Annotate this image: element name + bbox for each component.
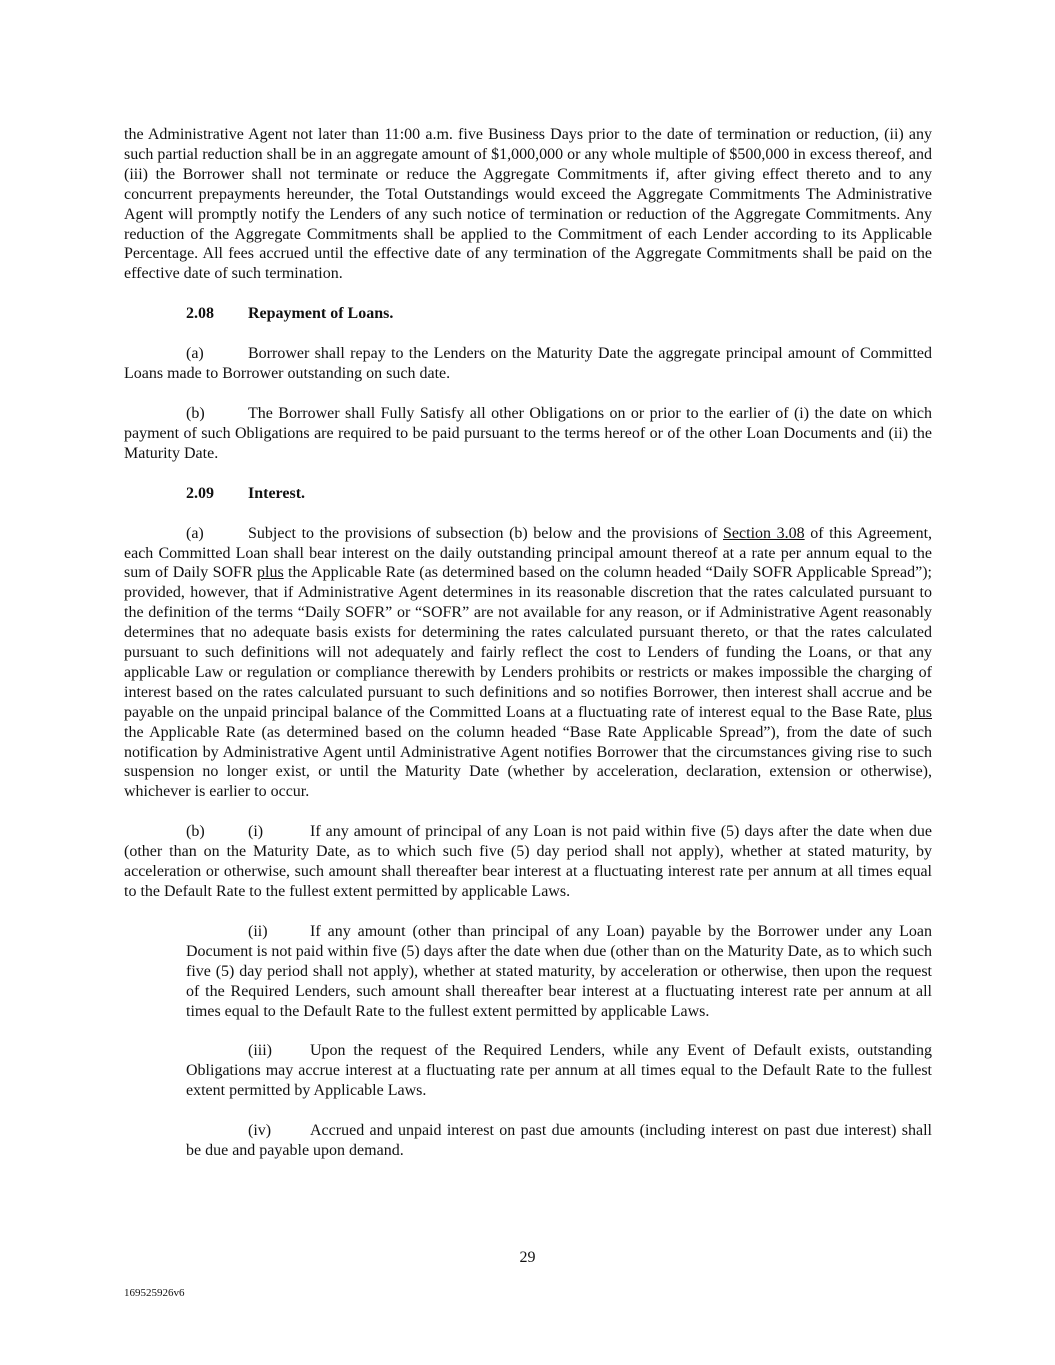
section-2-09-b-iii: [186, 1041, 932, 1101]
clause-text: Upon the request of the Required Lenders, while any Event of Default exists, outstanding Obligations may accrue interest at a fluctuating rate per annum at all times equal to the Default Rate to the fullest extent permitted by Applicable Laws.: [186, 1042, 932, 1100]
document-id: 169525926v6: [124, 1287, 185, 1299]
section-2-09-b-i: [124, 822, 932, 902]
clause-label: (a): [186, 524, 204, 542]
clause-text: Subject to the provisions of subsection (b) below and the provisions of: [248, 524, 724, 542]
clause-text: of this Agreement, each Committed Loan shall bear interest on the daily outstanding principal amount thereof at a rate per annum equal to the sum of Daily SOFR: [124, 524, 933, 582]
plus-term: plus: [905, 703, 932, 721]
clause-text: the Applicable Rate (as determined based on the column headed “Daily SOFR Applicable Spread”); provided, however, that if Administrative Agent determines in its reasonable discretion that the rates calculated pursuant to the definition of the terms “Daily SOFR” or “SOFR” are not available for any reason, or if Administrative Agent reasonably determines that no adequate basis exists for determining the rates calculated pursuant thereto, or that the rates calculated pursuant to such definitions will not adequately and fairly reflect the cost to Lenders of funding the Loans, or that any applicable Law or regulation or compliance therewith by Lenders prohibits or restricts or makes impossible the charging of interest based on the rates calculated pursuant to such definitions and so notifies Borrower, then interest shall accrue and be payable on the unpaid principal balance of the Committed Loans at a fluctuating rate of interest equal to the Base Rate,: [124, 564, 932, 721]
page-number: 29: [519, 1249, 536, 1266]
clause-text: If any amount (other than principal of any Loan) payable by the Borrower under any Loan Document is not paid within five (5) days after the date when due (other than on the Maturity Date, as to which such five (5) day period shall not apply), whether at stated maturity, by acceleration or otherwise, then upon the request of the Required Lenders, such amount shall thereafter bear interest at a fluctuating interest rate per annum at all times equal to the Default Rate to the fullest extent permitted by applicable Laws.: [186, 922, 933, 1020]
section-2-08-b: [124, 404, 932, 464]
clause-label: (b): [186, 404, 205, 422]
subclause-label: (i): [248, 823, 264, 841]
intro-paragraph: the Administrative Agent not later than 11:00 a.m. five Business Days prior to the date of termination or reduction, (ii) any such partial reduction shall be in an aggregate amount of $1,000,000 or any whole multiple of $500,000 in excess thereof, and (iii) the Borrower shall not terminate or reduce the Aggregate Commitments if, after giving effect thereto and to any concurrent prepayments hereunder, the Total Outstandings would exceed the Aggregate Commitments The Administrative Agent will promptly notify the Lenders of any such notice of termination or reduction of the Aggregate Commitments. Any reduction of the Aggregate Commitments shall be applied to the Commitment of each Lender according to its Applicable Percentage. All fees accrued until the effective date of any termination of the Aggregate Commitments shall be paid on the effective date of such termination.: [124, 126, 932, 283]
section-title: Interest.: [248, 484, 306, 502]
clause-text: If any amount of principal of any Loan is not paid within five (5) days after the date when due (other than on the Maturity Date, as to which such five (5) day period shall not apply), whether at stated maturity, by acceleration or otherwise, such amount shall thereafter bear interest at a fluctuating interest rate per annum at all times equal to the Default Rate to the fullest extent permitted by applicable Laws.: [124, 823, 932, 900]
section-2-09-heading: [124, 484, 932, 504]
clause-label: (b): [186, 823, 205, 841]
clause-text: The Borrower shall Fully Satisfy all other Obligations on or prior to the earlier of (i) the date on which payment of such Obligations are required to be paid pursuant to the terms hereof or of the other Loan Documents and (ii) the Maturity Date.: [124, 404, 932, 462]
document-body: [124, 125, 932, 1161]
clause-text: the Applicable Rate (as determined based on the column headed “Base Rate Applicable Spread”), from the date of such notification by Administrative Agent until Administrative Agent notifies Borrower that the circumstances giving rise to such suspension no longer exist, or until the Maturity Date (whether by acceleration, declaration, extension or otherwise), whichever is earlier to occur.: [124, 723, 932, 801]
section-2-08-heading: [124, 304, 932, 324]
section-2-09-b-ii: [186, 922, 932, 1022]
section-number: 2.08: [186, 305, 214, 323]
section-title: Repayment of Loans.: [248, 305, 394, 323]
section-reference: Section 3.08: [723, 524, 805, 542]
plus-term: plus: [257, 564, 284, 582]
section-2-09-b-iv: [186, 1121, 932, 1161]
section-2-08-a: [124, 344, 932, 384]
clause-text: Borrower shall repay to the Lenders on the Maturity Date the aggregate principal amount of Committed Loans made to Borrower outstanding on such date.: [124, 345, 932, 383]
section-number: 2.09: [186, 484, 214, 502]
clause-label: (a): [186, 345, 204, 363]
subclause-label: (iv): [248, 1122, 272, 1140]
clause-text: Accrued and unpaid interest on past due amounts (including interest on past due interest) shall be due and payable upon demand.: [186, 1122, 932, 1160]
subclause-label: (ii): [248, 922, 268, 940]
subclause-label: (iii): [248, 1042, 272, 1060]
section-2-09-a: [124, 524, 932, 803]
